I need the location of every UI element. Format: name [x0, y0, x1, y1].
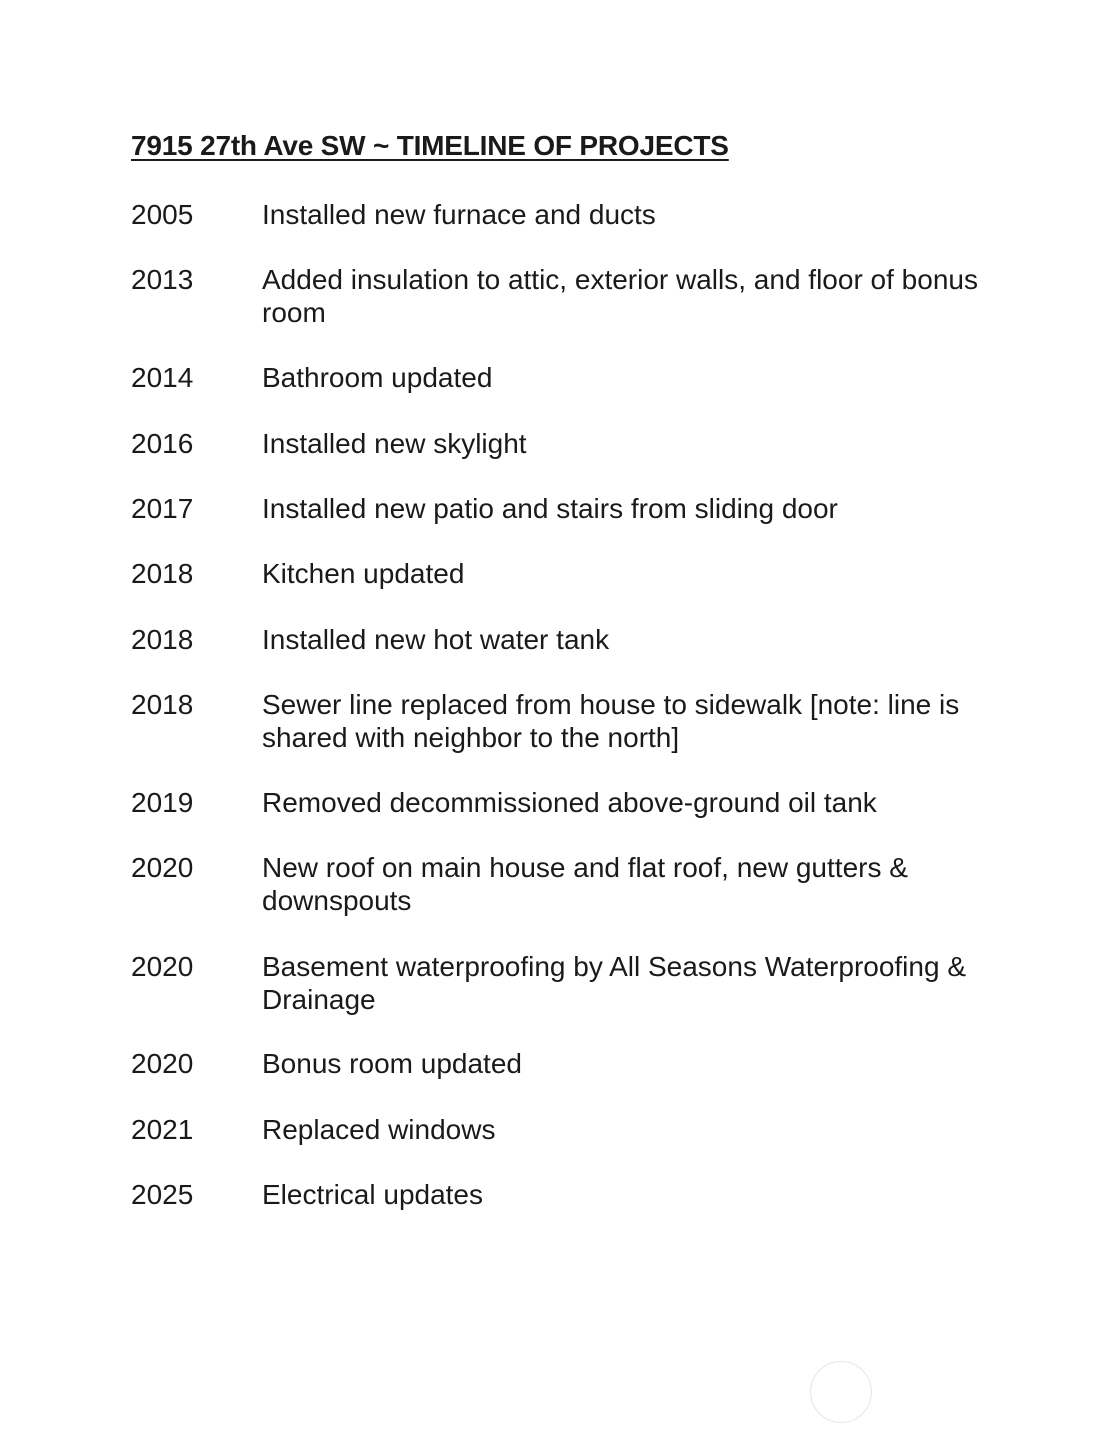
entry-year: 2016 [131, 428, 194, 459]
entry-description: Removed decommissioned above-ground oil tank [262, 787, 877, 818]
entry-year: 2019 [131, 787, 194, 818]
entry-description: Sewer line replaced from house to sidewalk [note: line is shared with neighbor to the north] [262, 689, 960, 753]
entry-description: Installed new skylight [262, 428, 527, 459]
entry-year: 2021 [131, 1114, 194, 1145]
entry-year: 2017 [131, 493, 194, 524]
entry-description: Installed new hot water tank [262, 624, 610, 655]
entry-description: New roof on main house and flat roof, new gutters & downspouts [262, 852, 908, 916]
entry-description: Added insulation to attic, exterior walls, and floor of bonus room [262, 264, 978, 328]
entry-description: Bathroom updated [262, 362, 493, 393]
entry-description: Electrical updates [262, 1179, 484, 1210]
entry-description: Replaced windows [262, 1114, 496, 1145]
entry-year: 2014 [131, 362, 194, 393]
page-title: 7915 27th Ave SW ~ TIMELINE OF PROJECTS [131, 130, 729, 161]
entry-year: 2020 [131, 852, 194, 883]
entry-description: Kitchen updated [262, 558, 465, 589]
entry-year: 2005 [131, 199, 194, 230]
entry-year: 2020 [131, 1048, 194, 1079]
entry-description: Installed new patio and stairs from sliding door [262, 493, 838, 524]
entry-year: 2018 [131, 689, 194, 720]
entry-description: Bonus room updated [262, 1048, 522, 1079]
scroll-to-top-button[interactable] [810, 1361, 872, 1423]
entry-year: 2020 [131, 951, 194, 982]
entry-description: Basement waterproofing by All Seasons Waterproofing & Drainage [262, 951, 967, 1015]
entry-description: Installed new furnace and ducts [262, 199, 656, 230]
entry-year: 2018 [131, 624, 194, 655]
entry-year: 2025 [131, 1179, 194, 1210]
entry-year: 2013 [131, 264, 194, 295]
entry-year: 2018 [131, 558, 194, 589]
